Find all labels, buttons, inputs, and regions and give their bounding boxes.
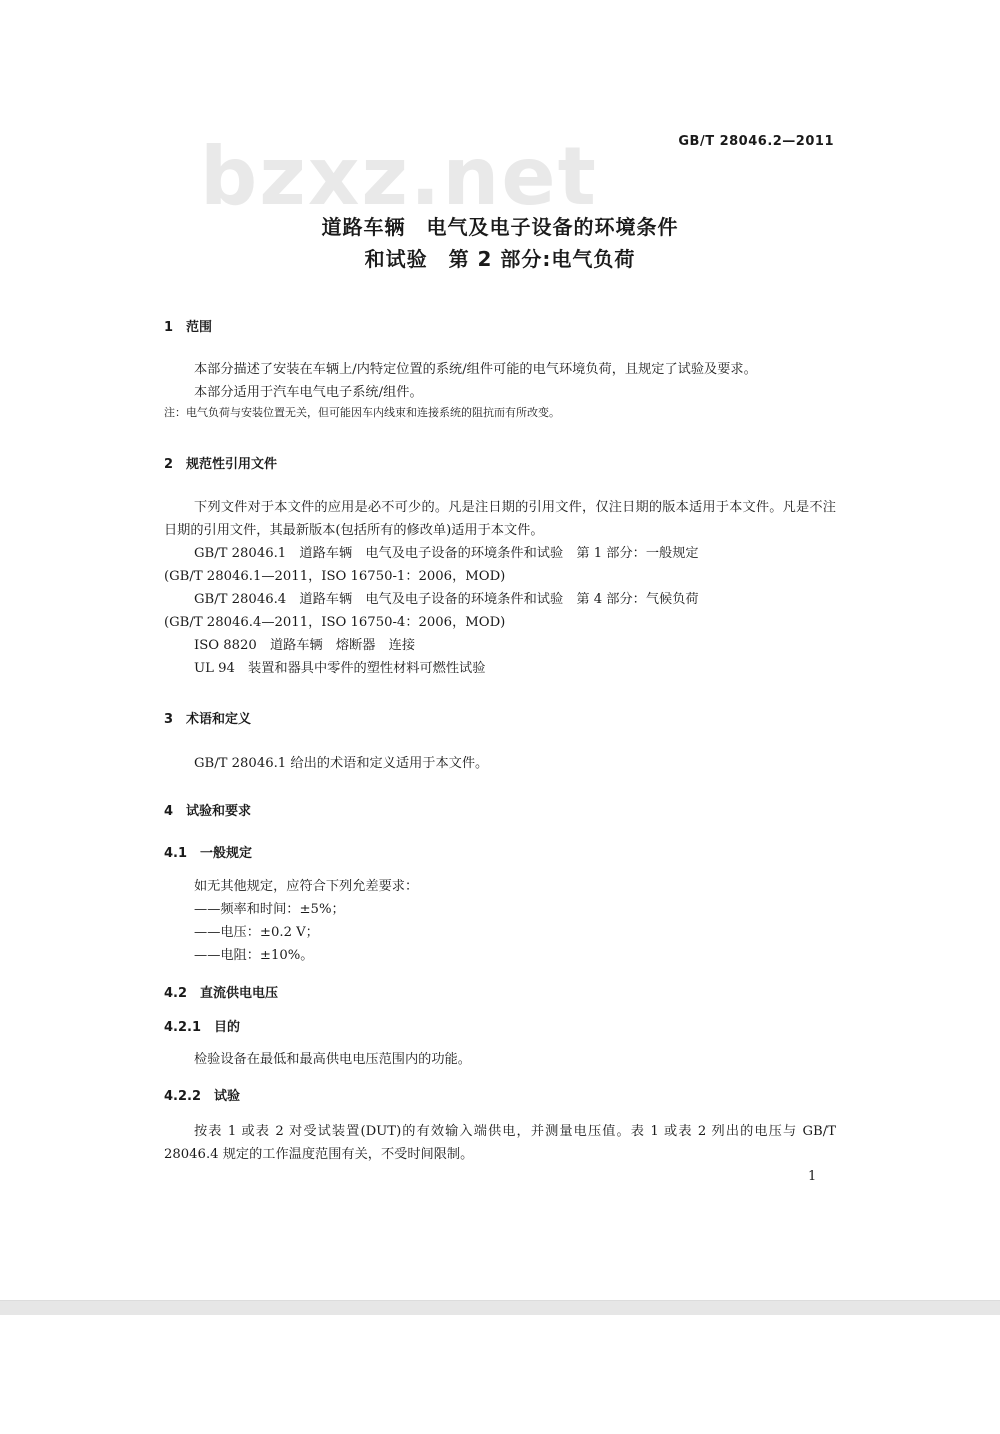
section-2-heading: 2 规范性引用文件 (164, 457, 278, 472)
section-4-1-heading: 4.1 一般规定 (164, 846, 253, 861)
tolerance-item: ——电阻：±10%。 (194, 948, 314, 963)
section-1-note: 注：电气负荷与安装位置无关，但可能因车内线束和连接系统的阻抗而有所改变。 (164, 406, 560, 419)
reference-1-line-2: (GB/T 28046.1—2011，ISO 16750-1：2006，MOD) (164, 569, 506, 584)
section-4-2-2-heading: 4.2.2 试验 (164, 1089, 241, 1104)
tolerance-item: ——电压：±0.2 V； (194, 925, 319, 940)
section-1-heading: 1 范围 (164, 320, 213, 335)
section-2-intro: 下列文件对于本文件的应用是必不可少的。凡是注日期的引用文件，仅注日期的版本适用于本文件。凡是不注日期的引用文件，其最新版本(包括所有的修改单)适用于本文件。 (164, 500, 836, 538)
title-line-1: 道路车辆 电气及电子设备的环境条件 (321, 215, 679, 239)
section-4-2-heading: 4.2 直流供电电压 (164, 986, 279, 1001)
section-4-2-1-paragraph: 检验设备在最低和最高供电电压范围内的功能。 (194, 1052, 471, 1067)
reference-4: UL 94 装置和器具中零件的塑性材料可燃性试验 (194, 661, 486, 676)
section-4-2-2-paragraph: 按表 1 或表 2 对受试装置(DUT)的有效输入端供电，并测量电压值。表 1 或表 2 列出的电压与 GB/T 28046.4 规定的工作温度范围有关，不受时间限制。 (164, 1124, 836, 1162)
section-4-heading: 4 试验和要求 (164, 804, 252, 819)
section-2-body (164, 496, 836, 680)
watermark: bzxz.net (200, 130, 598, 223)
section-1-body (164, 358, 836, 422)
section-3-heading: 3 术语和定义 (164, 712, 252, 727)
section-4-2-1-body (164, 1048, 836, 1071)
reference-1-line-1: GB/T 28046.1 道路车辆 电气及电子设备的环境条件和试验 第 1 部分：一般规定 (194, 546, 699, 561)
section-4-1-body (164, 875, 836, 967)
page-number: 1 (808, 1169, 817, 1184)
section-4-2-1-heading: 4.2.1 目的 (164, 1020, 241, 1035)
section-1-paragraph-1: 本部分描述了安装在车辆上/内特定位置的系统/组件可能的电气环境负荷，且规定了试验及要求。 (194, 362, 757, 377)
tolerance-item: ——频率和时间：±5%； (194, 902, 345, 917)
section-4-2-2-body (164, 1120, 836, 1166)
section-3-body (164, 752, 836, 775)
viewer-scroll-divider (0, 1300, 1000, 1315)
section-4-1-intro: 如无其他规定，应符合下列允差要求： (194, 879, 419, 894)
reference-3: ISO 8820 道路车辆 熔断器 连接 (194, 638, 416, 653)
reference-2-line-2: (GB/T 28046.4—2011，ISO 16750-4：2006，MOD) (164, 615, 506, 630)
reference-2-line-1: GB/T 28046.4 道路车辆 电气及电子设备的环境条件和试验 第 4 部分：气候负荷 (194, 592, 699, 607)
title-line-2: 和试验 第 2 部分:电气负荷 (364, 247, 636, 271)
section-3-paragraph: GB/T 28046.1 给出的术语和定义适用于本文件。 (194, 756, 489, 771)
section-1-paragraph-2: 本部分适用于汽车电气电子系统/组件。 (194, 385, 423, 400)
standard-code: GB/T 28046.2—2011 (678, 134, 834, 149)
